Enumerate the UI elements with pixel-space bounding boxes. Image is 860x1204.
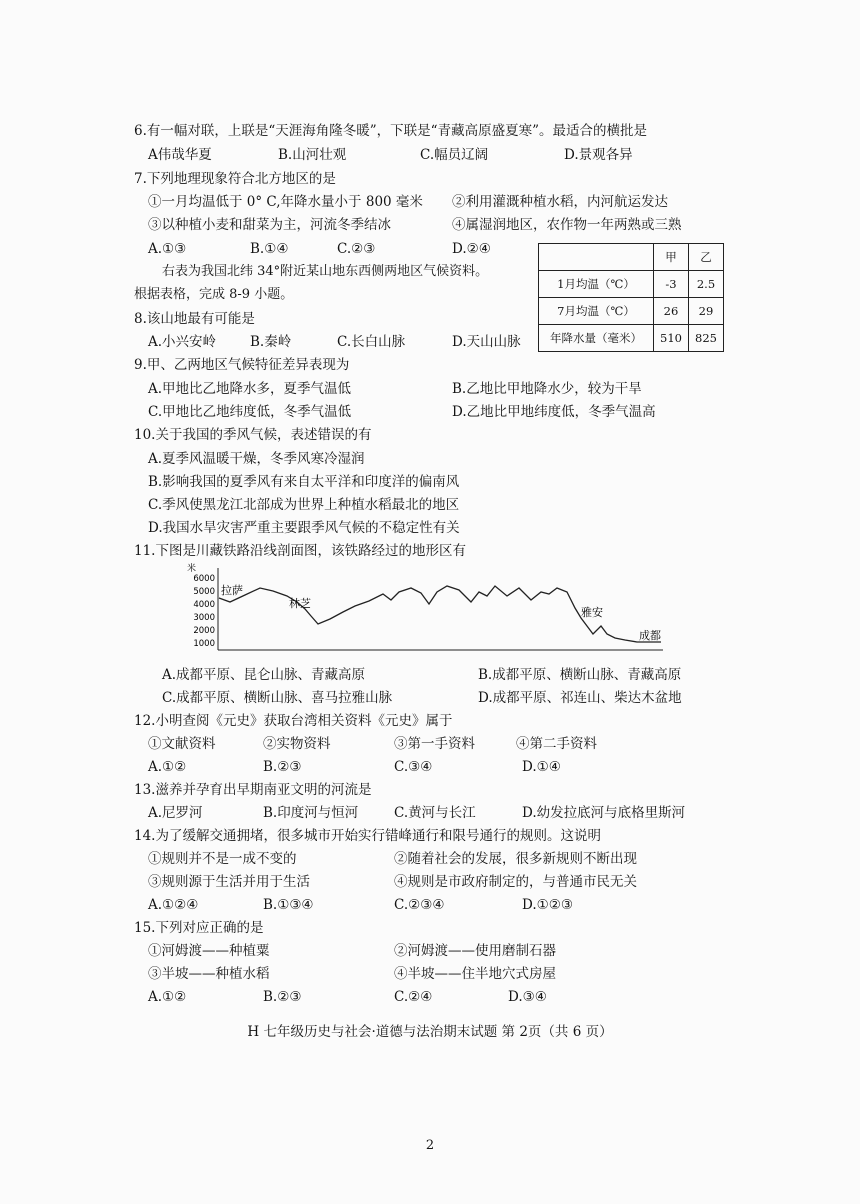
q9-option-a: A.甲地比乙地降水多，夏季气温低: [148, 381, 352, 397]
intro-8-9-line2: 根据表格，完成 8-9 小题。: [134, 287, 294, 302]
q6-option-b: B.山河壮观: [278, 147, 347, 163]
table-row: [539, 298, 724, 325]
climate-table: [538, 243, 724, 352]
page-footer: H 七年级历史与社会·道德与法治期末试题 第 2页（共 6 页）: [247, 1024, 613, 1040]
y-tick: 6000: [193, 574, 215, 584]
q7-item-1: ①一月均温低于 0° C,年降水量小于 800 毫米: [148, 194, 423, 210]
y-tick: 5000: [193, 587, 215, 597]
q7-option-c: C.②③: [337, 241, 376, 257]
page-number: 2: [425, 1138, 435, 1153]
q12-item-3: ③第一手资料: [394, 736, 475, 752]
table-row: [539, 325, 724, 352]
q14-option-a: A.①②④: [148, 897, 199, 913]
q12-item-1: ①文献资料: [148, 736, 216, 752]
row-label: 年降水量（毫米）: [539, 325, 654, 352]
row-label: 7月均温（℃）: [539, 298, 654, 325]
q7-option-a: A.①③: [148, 241, 187, 257]
q12-item-4: ④第二手资料: [516, 736, 597, 752]
y-unit: 米: [187, 564, 197, 574]
q14-option-d: D.①②③: [522, 897, 573, 913]
q12-option-a: A.①②: [148, 759, 187, 775]
q13-option-a: A.尼罗河: [148, 805, 203, 821]
q15-option-d: D.③④: [508, 989, 547, 1005]
q9-option-d: D.乙地比甲地纬度低，冬季气温高: [452, 404, 656, 420]
q15-item-3: ③半坡——种植水稻: [148, 966, 270, 982]
q7-item-2: ②利用灌溉种植水稻，内河航运发达: [452, 194, 668, 210]
q10-option-d: D.我国水旱灾害严重主要跟季风气候的不稳定性有关: [148, 520, 460, 536]
railway-profile-chart: [185, 562, 665, 658]
q14-option-c: C.②③④: [394, 897, 445, 913]
q11-option-d: D.成都平原、祁连山、柴达木盆地: [478, 690, 682, 706]
q15-item-4: ④半坡——住半地穴式房屋: [394, 966, 556, 982]
q8-option-c: C.长白山脉: [337, 334, 406, 350]
q8-option-d: D.天山山脉: [452, 334, 521, 350]
place-label-nyingchi: 林芝: [289, 597, 311, 610]
place-label-lhasa: 拉萨: [221, 584, 243, 597]
q9-option-c: C.甲地比乙地纬度低，冬季气温低: [148, 404, 352, 420]
q12-option-c: C.③④: [394, 759, 433, 775]
y-tick: 3000: [193, 613, 215, 623]
q14-item-1: ①规则并不是一成不变的: [148, 851, 297, 867]
q10-option-a: A.夏季风温暖干燥，冬季风寒冷湿润: [148, 451, 365, 467]
q7-option-d: D.②④: [452, 241, 491, 257]
row-jia: -3: [654, 271, 689, 298]
q11-option-b: B.成都平原、横断山脉、青藏高原: [478, 667, 682, 683]
table-header-yi: 乙: [689, 244, 724, 271]
row-jia: 26: [654, 298, 689, 325]
q11-option-a: A.成都平原、昆仑山脉、青藏高原: [162, 667, 366, 683]
q15-option-a: A.①②: [148, 989, 187, 1005]
q7-option-b: B.①④: [250, 241, 289, 257]
q11-stem: 11.下图是川藏铁路沿线剖面图，该铁路经过的地形区有: [134, 543, 466, 559]
q7-item-3: ③以种植小麦和甜菜为主，河流冬季结冰: [148, 217, 391, 233]
q6-option-a: A伟哉华夏: [148, 147, 212, 163]
row-yi: 29: [689, 298, 724, 325]
table-header-jia: 甲: [654, 244, 689, 271]
table-row: [539, 271, 724, 298]
q15-item-1: ①河姆渡——种植粟: [148, 943, 270, 959]
q15-option-c: C.②④: [394, 989, 433, 1005]
place-label-yaan: 雅安: [581, 606, 603, 619]
row-label: 1月均温（℃）: [539, 271, 654, 298]
q14-stem: 14.为了缓解交通拥堵，很多城市开始实行错峰通行和限号通行的规则。这说明: [134, 828, 601, 844]
q10-option-b: B.影响我国的夏季风有来自太平洋和印度洋的偏南风: [148, 474, 460, 490]
q12-option-b: B.②③: [263, 759, 302, 775]
q13-option-c: C.黄河与长江: [394, 805, 476, 821]
row-yi: 2.5: [689, 271, 724, 298]
y-tick: 2000: [193, 626, 215, 636]
q9-option-b: B.乙地比甲地降水少，较为干旱: [452, 381, 642, 397]
q7-item-4: ④属湿润地区，农作物一年两熟或三熟: [452, 217, 682, 233]
table-header-blank: [539, 244, 654, 271]
q6-option-c: C.幅员辽阔: [420, 147, 489, 163]
q9-stem: 9.甲、乙两地区气候特征差异表现为: [134, 357, 350, 373]
q13-stem: 13.滋养并孕育出早期南亚文明的河流是: [134, 782, 372, 798]
q11-option-c: C.成都平原、横断山脉、喜马拉雅山脉: [162, 690, 393, 706]
y-tick: 1000: [193, 639, 215, 649]
q14-item-3: ③规则源于生活并用于生活: [148, 874, 310, 890]
q10-stem: 10.关于我国的季风气候，表述错误的有: [134, 427, 372, 443]
y-tick: 4000: [193, 600, 215, 610]
q14-item-4: ④规则是市政府制定的，与普通市民无关: [394, 874, 637, 890]
q8-option-a: A.小兴安岭: [148, 334, 217, 350]
q10-option-c: C.季风使黑龙江北部成为世界上种植水稻最北的地区: [148, 497, 460, 513]
table-header-row: [539, 244, 724, 271]
place-label-chengdu: 成都: [639, 629, 661, 642]
q14-option-b: B.①③④: [263, 897, 314, 913]
intro-8-9-line1: 右表为我国北纬 34°附近某山地东西侧两地区气候资料。: [162, 264, 489, 279]
q6-option-d: D.景观各异: [564, 147, 633, 163]
q8-stem: 8.该山地最有可能是: [134, 311, 255, 327]
q13-option-b: B.印度河与恒河: [263, 805, 359, 821]
q12-option-d: D.①④: [522, 759, 561, 775]
row-jia: 510: [654, 325, 689, 352]
q13-option-d: D.幼发拉底河与底格里斯河: [522, 805, 686, 821]
q12-stem: 12.小明查阅《元史》获取台湾相关资料《元史》属于: [134, 713, 453, 729]
q6-stem: 6.有一幅对联，上联是“天涯海角隆冬暖”，下联是“青藏高原盛夏寒”。最适合的横批是: [134, 123, 647, 139]
q7-stem: 7.下列地理现象符合北方地区的是: [134, 171, 336, 187]
q15-option-b: B.②③: [263, 989, 302, 1005]
q12-item-2: ②实物资料: [263, 736, 331, 752]
q15-item-2: ②河姆渡——使用磨制石器: [394, 943, 556, 959]
q14-item-2: ②随着社会的发展，很多新规则不断出现: [394, 851, 637, 867]
q8-option-b: B.秦岭: [250, 334, 292, 350]
row-yi: 825: [689, 325, 724, 352]
q15-stem: 15.下列对应正确的是: [134, 920, 264, 936]
